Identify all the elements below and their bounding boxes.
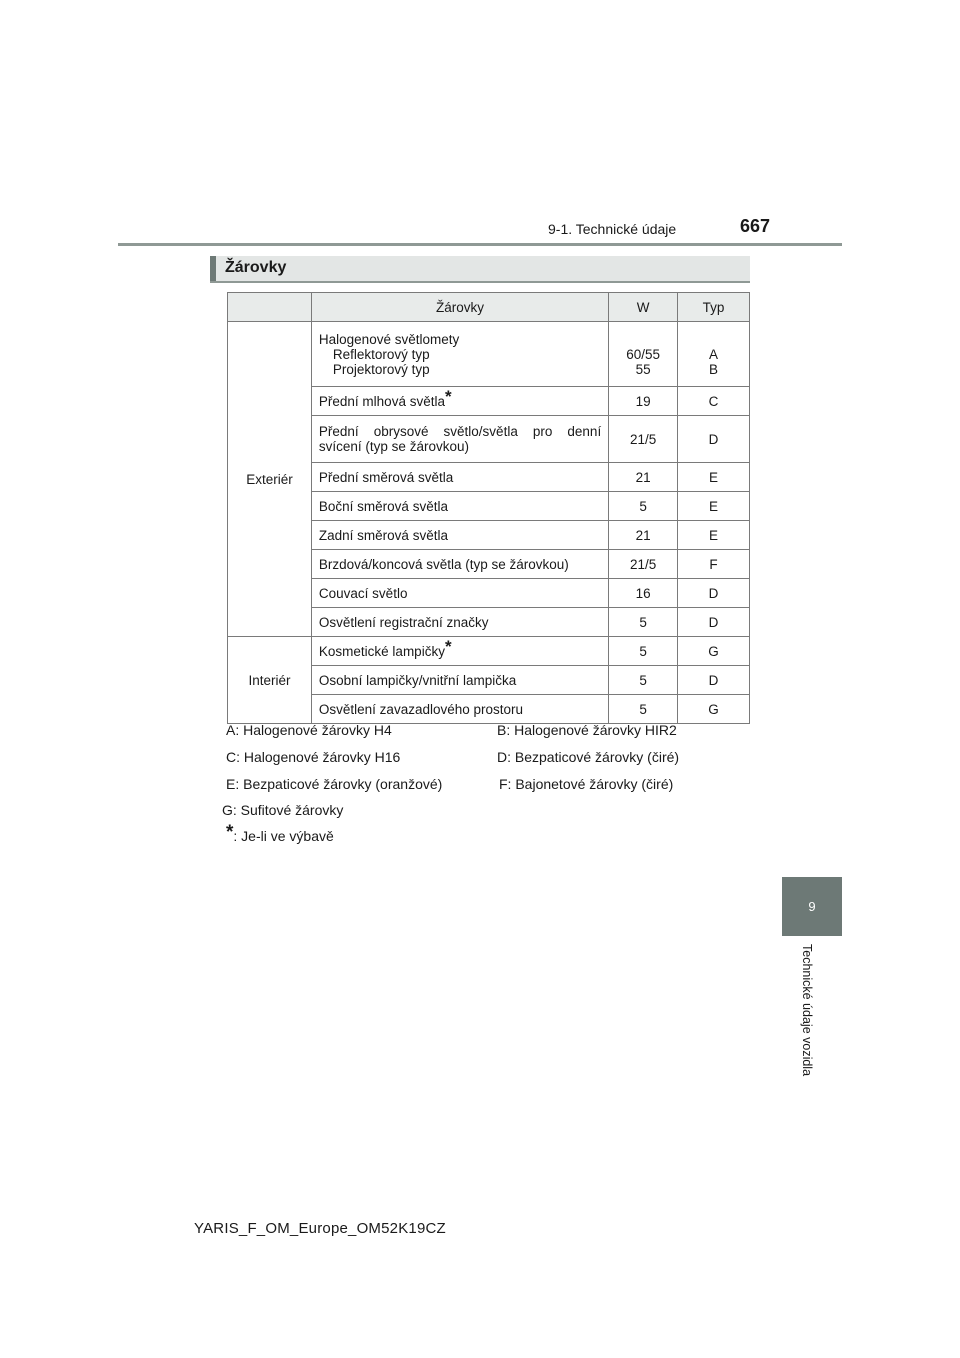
bulb-watts: 5 [609,637,678,666]
footnote-text: : Je-li ve výbavě [233,828,334,844]
headlights-type [678,322,750,387]
headlights-cell [311,322,608,387]
chapter-label: Technické údaje vozidla [800,944,814,1077]
table-row [228,322,750,387]
legend-d: D: Bezpaticové žárovky (čiré) [497,749,680,765]
legend-g: G: Sufitové žárovky [222,802,344,818]
bulb-watts: 16 [609,579,678,608]
group-interior: Interiér [228,637,312,724]
page-number: 667 [740,216,771,236]
bulb-name: Osvětlení zavazadlového prostoru [311,695,608,724]
legend-f: F: Bajonetové žárovky (čiré) [499,776,674,792]
bulb-name: Přední obrysové světlo/světla pro denní svícení (typ se žárovkou) [311,416,608,463]
column-header-group [228,293,312,322]
bulb-name: Brzdová/koncová světla (typ se žárovkou) [311,550,608,579]
bulb-name: Boční směrová světla [311,492,608,521]
section-heading-text: Žárovky [225,259,287,276]
bulb-type: E [678,492,750,521]
bulb-name: Couvací světlo [311,579,608,608]
bulb-type: D [678,608,750,637]
headlights-watts [609,322,678,387]
bulb-watts: 19 [609,387,678,416]
bulb-type: D [678,666,750,695]
bulb-type: E [678,521,750,550]
bulb-type: E [678,463,750,492]
bulb-watts: 5 [609,695,678,724]
legend-c: C: Halogenové žárovky H16 [226,749,401,765]
column-header-bulbs: Žárovky [311,293,608,322]
bulb-watts: 5 [609,666,678,695]
headlights-watts-1: 60/55 [626,347,661,362]
legend-a: A: Halogenové žárovky H4 [226,722,392,738]
footer-code: YARIS_F_OM_Europe_OM52K19CZ [194,1220,446,1237]
legend-b: B: Halogenové žárovky HIR2 [497,722,677,738]
column-header-watts: W [609,293,678,322]
table-row [228,637,750,666]
headlights-type-2: B [709,362,719,377]
bulb-type: G [678,637,750,666]
bulb-watts: 5 [609,608,678,637]
bulbs-table [227,292,750,724]
headlights-sub2: Projektorový typ [332,361,430,377]
bulb-watts: 21/5 [609,416,678,463]
bulb-watts: 21/5 [609,550,678,579]
headlights-type-1: A [709,347,719,362]
table-header-row [228,293,750,322]
column-header-type: Typ [678,293,750,322]
chapter-number: 9 [808,899,816,914]
bulb-type: F [678,550,750,579]
headlights-sub1: Reflektorový typ [332,346,430,362]
bulb-name: Osobní lampičky/vnitřní lampička [311,666,608,695]
legend-e: E: Bezpaticové žárovky (oranžové) [226,776,443,792]
bulb-watts: 5 [609,492,678,521]
section-heading-bar [210,256,216,281]
footnote-asterisk: * [226,822,234,843]
chapter-tab[interactable] [782,877,842,936]
header-rule [118,243,842,246]
bulb-name: Přední mlhová světla* [311,387,608,416]
footnote-mark: * [444,636,452,656]
bulb-name: Osvětlení registrační značky [311,608,608,637]
group-exterior: Exteriér [228,322,312,637]
bulb-name: Přední směrová světla [311,463,608,492]
bulb-name: Zadní směrová světla [311,521,608,550]
header-section-title: 9-1. Technické údaje [548,221,677,237]
bulb-type: D [678,416,750,463]
bulb-type: G [678,695,750,724]
headlights-title: Halogenové světlomety [318,331,460,347]
footnote-mark: * [444,386,452,406]
bulb-type: C [678,387,750,416]
bulb-name: Kosmetické lampičky* [311,637,608,666]
footnote [226,822,334,844]
bulb-watts: 21 [609,521,678,550]
bulb-watts: 21 [609,463,678,492]
headlights-watts-2: 55 [635,362,651,377]
section-heading [210,256,750,283]
bulb-type: D [678,579,750,608]
